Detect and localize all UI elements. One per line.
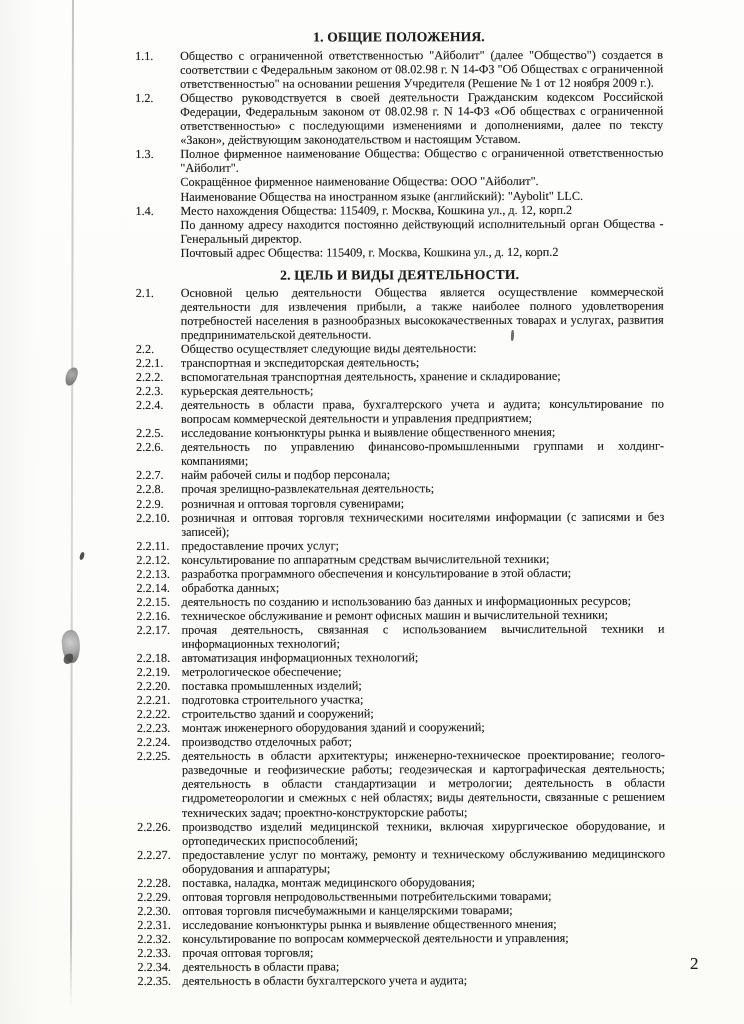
item-text: [180, 202, 663, 259]
item-number: 2.2.31.: [137, 917, 171, 932]
item-text: [182, 650, 665, 665]
item-paragraph: разработка программного обеспечения и консультирование в этой области;: [181, 565, 572, 581]
item-number: 2.2.13.: [136, 566, 170, 581]
item-text: [180, 146, 663, 203]
item-text: [181, 369, 664, 384]
item-paragraph: По данному адресу находится постоянно действующий исполнительный орган Общества - Генеральный директор.: [180, 216, 664, 246]
doc-item: [136, 397, 664, 426]
item-paragraph: прочая деятельность, связанная с использованием вычислительной техники и информационных технологий;: [181, 621, 665, 651]
item-text: [181, 509, 664, 538]
item-number: 2.2.33.: [137, 945, 171, 960]
doc-item: [137, 622, 665, 651]
item-paragraph: Сокращённое фирменное наименование Общества: ООО "Айболит".: [180, 174, 539, 190]
doc-item: [136, 383, 664, 398]
doc-item: [136, 579, 664, 594]
item-text: [182, 888, 665, 903]
item-number: 2.1.: [135, 285, 154, 300]
doc-item: [136, 495, 664, 510]
item-paragraph: монтаж инженерного оборудования зданий и сооружений;: [181, 720, 485, 736]
item-paragraph: подготовка строительного участка;: [181, 692, 364, 708]
doc-item: [137, 734, 665, 749]
item-text: [180, 90, 663, 147]
doc-item: [136, 467, 664, 482]
item-text: [182, 931, 665, 946]
item-number: 2.2.26.: [137, 819, 171, 834]
item-paragraph: деятельность по управлению финансово-промышленными группами и холдинг-компаниями;: [181, 438, 665, 469]
item-text: [181, 284, 664, 341]
doc-item: [137, 917, 665, 932]
item-paragraph: розничная и оптовая торговля техническими носителями информации (с записями и без записей);: [181, 509, 665, 539]
item-paragraph: деятельность в области бухгалтерского учета и аудита;: [182, 973, 468, 988]
item-paragraph: деятельность в области права;: [182, 959, 340, 974]
item-text: [182, 692, 665, 707]
item-text: [182, 678, 665, 693]
item-number: 2.2.5.: [136, 426, 164, 441]
item-number: 2.2.8.: [136, 482, 164, 497]
item-text: [181, 383, 664, 398]
item-number: 2.2.14.: [136, 580, 170, 595]
item-text: [182, 917, 665, 932]
doc-item: [136, 481, 664, 496]
item-paragraph: найм рабочей силы и подбор персонала;: [181, 467, 391, 483]
item-text: [182, 706, 665, 721]
doc-item: [137, 874, 665, 889]
item-paragraph: консультирование по аппаратным средствам вычислительной техники;: [181, 551, 550, 567]
doc-item: [136, 509, 664, 538]
doc-item: [137, 846, 665, 875]
item-number: 2.2.1.: [135, 355, 164, 371]
item-number: 2.2.25.: [136, 749, 171, 764]
section-heading: 2. ЦЕЛЬ И ВИДЫ ДЕЯТЕЛЬНОСТИ.: [280, 266, 520, 283]
doc-item: [137, 945, 665, 960]
doc-item: [136, 537, 664, 552]
item-number: 2.2.32.: [137, 931, 171, 946]
item-number: 2.2.22.: [136, 707, 171, 722]
item-paragraph: оптовая торговля непродовольственными потребительскими товарами;: [182, 888, 552, 904]
item-paragraph: деятельность по созданию и использованию баз данных и информационных ресурсов;: [181, 593, 631, 609]
doc-item: [136, 284, 664, 342]
item-paragraph: Почтовый адрес Общества: 115409, г. Москва, Кошкина ул., д. 12, корп.2: [180, 244, 559, 260]
doc-item: [136, 565, 664, 580]
item-text: [182, 720, 665, 735]
doc-item: [137, 607, 665, 622]
item-text: [182, 902, 665, 917]
doc-item: [136, 355, 664, 370]
item-number: 1.1.: [135, 48, 154, 64]
scan-artifact-ink-blot: [64, 366, 80, 387]
item-paragraph: Основной целью деятельности Общества является осуществление коммерческой деятельности для извлечения прибыли, а также наиболее полного удовлетворения потребностей населения в разнообразных высококачественных товарах и услугах, развития предпринимательской деятельности.: [180, 284, 664, 342]
item-paragraph: предоставление прочих услуг;: [181, 538, 339, 553]
item-text: [182, 818, 665, 847]
document-content: [135, 30, 666, 989]
item-text: [182, 664, 665, 679]
doc-item: [136, 369, 664, 384]
item-number: 2.2.9.: [136, 496, 164, 511]
doc-item: [137, 888, 665, 903]
scan-artifact-speck: [79, 552, 85, 561]
item-text: [181, 495, 664, 510]
item-text: [181, 593, 664, 608]
item-paragraph: поставка, наладка, монтаж медицинского оборудования;: [182, 874, 475, 890]
item-paragraph: прочая зрелищно-развлекательная деятельность;: [181, 481, 435, 497]
item-text: [181, 467, 664, 482]
doc-item: [135, 202, 663, 260]
item-number: 1.2.: [135, 91, 154, 106]
item-paragraph: Наименование Общества на иностранном языке (английский): "Aybolit" LLC.: [180, 188, 584, 204]
item-text: [181, 425, 664, 440]
item-paragraph: курьерская деятельность;: [180, 383, 314, 399]
item-text: [182, 874, 665, 889]
doc-item: [137, 748, 665, 820]
item-paragraph: прочая оптовая торговля;: [182, 945, 314, 960]
scan-edge-shading: [0, 0, 40, 1024]
item-paragraph: Общество осуществляет следующие виды деятельности:: [180, 341, 477, 356]
doc-item: [137, 959, 665, 974]
section-heading: 1. ОБЩИЕ ПОЛОЖЕНИЯ.: [313, 29, 485, 45]
doc-item: [137, 664, 665, 679]
item-paragraph: исследование конъюнктуры рынка и выявление общественного мнения;: [181, 425, 556, 441]
item-paragraph: техническое обслуживание и ремонт офисных машин и вычислительной техники;: [181, 607, 609, 623]
doc-item: [135, 146, 663, 204]
item-text: [181, 579, 664, 594]
item-paragraph: поставка промышленных изделий;: [181, 678, 362, 693]
doc-item: [137, 902, 665, 917]
item-paragraph: Общество с ограниченной ответственностью "Айболит" (далее "Общество") создается в соответствии с Федеральным законом от 08.02.98 г. N 14-ФЗ "Об Обществах с ограниченной ответственностью" на основании решения Учредителя (Решение № 1 от 12 ноября 2009 г.).: [180, 47, 664, 92]
item-paragraph: метрологическое обеспечение;: [181, 664, 342, 679]
document-section: [136, 267, 666, 988]
item-paragraph: деятельность в области архитектуры; инженерно-техническое проектирование; геолого-разведочные и геофизические работы; геодезическая и картографическая деятельность; деятельность в области стандартизации и метрологии; деятельность в области гидрометеорологии и смежных с ней областях; виды деятельности, связанные с решением технических задач; проектно-конструкторские работы;: [181, 747, 666, 820]
item-text: [182, 607, 665, 622]
item-number: 2.2.18.: [136, 650, 171, 666]
item-text: [181, 551, 664, 566]
item-number: 2.2.6.: [136, 440, 164, 455]
item-number: 2.2.23.: [136, 721, 171, 736]
doc-item: [135, 90, 663, 148]
item-number: 2.2.30.: [137, 903, 171, 918]
item-number: 2.2.10.: [136, 510, 170, 525]
item-paragraph: вспомогательная транспортная деятельность, хранение и складирование;: [180, 368, 561, 384]
item-paragraph: Общество руководствуется в своей деятельности Гражданским кодексом Российской Федерации, Федеральным законом от 08.02.98 г. N 14-ФЗ «Об обществах с ограниченной ответственностью» с последующими изменениями и дополнениями, далее по тексту «Закон», действующим законодательством и настоящим Уставом.: [180, 89, 664, 148]
item-text: [181, 355, 664, 370]
item-paragraph: строительство зданий и сооружений;: [181, 706, 374, 722]
item-number: 2.2.12.: [136, 552, 170, 567]
doc-item: [136, 593, 664, 608]
doc-item: [135, 48, 663, 92]
doc-item: [136, 439, 664, 468]
item-text: [181, 565, 664, 580]
item-number: 2.2.: [135, 341, 155, 356]
item-number: 2.2.34.: [137, 959, 171, 975]
item-number: 2.2.3.: [135, 384, 164, 399]
item-number: 2.2.24.: [136, 735, 171, 750]
item-number: 2.2.11.: [136, 538, 170, 553]
item-text: [181, 537, 664, 552]
item-number: 2.2.7.: [136, 468, 164, 483]
item-paragraph: транспортная и экспедиторская деятельность;: [180, 355, 420, 370]
item-number: 2.2.29.: [137, 889, 171, 904]
item-paragraph: консультирование по вопросам коммерческой деятельности и управления;: [182, 930, 569, 946]
doc-item: [136, 425, 664, 440]
doc-item: [137, 650, 665, 665]
item-text: [182, 734, 665, 749]
item-paragraph: автоматизация информационных технологий;: [181, 650, 419, 665]
item-paragraph: исследование конъюнктуры рынка и выявление общественного мнения;: [182, 916, 557, 932]
doc-item: [137, 692, 665, 707]
page-edge-line: [70, 0, 74, 1008]
item-paragraph: оптовая торговля писчебумажными и канцелярскими товарами;: [182, 902, 513, 918]
item-paragraph: обработка данных;: [181, 580, 280, 595]
item-text: [181, 397, 664, 426]
item-text: [181, 341, 664, 356]
item-text: [182, 622, 665, 651]
document-section: [135, 30, 664, 260]
item-text: [181, 439, 664, 468]
item-number: 1.3.: [135, 147, 154, 162]
item-text: [181, 481, 664, 496]
item-paragraph: производство отделочных работ;: [181, 734, 352, 750]
doc-item: [137, 931, 665, 946]
doc-item: [137, 720, 665, 735]
item-text: [182, 945, 665, 960]
item-number: 1.4.: [135, 203, 154, 218]
item-text: [180, 48, 663, 91]
doc-item: [137, 973, 665, 988]
item-number: 2.2.16.: [136, 608, 171, 623]
item-paragraph: производство изделий медицинской техники, включая хирургическое оборудование, и ортопедических приспособлений;: [182, 818, 666, 848]
item-paragraph: Полное фирменное наименование Общества: Общество с ограниченной ответственностью "Айболит".: [180, 145, 664, 176]
item-number: 2.2.20.: [136, 679, 171, 694]
doc-item: [137, 678, 665, 693]
doc-item: [137, 818, 665, 847]
item-number: 2.2.28.: [137, 875, 171, 890]
item-number: 2.2.15.: [136, 594, 171, 609]
doc-item: [136, 341, 664, 356]
item-paragraph: деятельность в области права, бухгалтерского учета и аудита; консультирование по вопросам коммерческой деятельности и управления предприятием;: [180, 396, 664, 427]
scan-artifact-ink-blot: [61, 629, 81, 663]
item-text: [182, 959, 665, 974]
page-number: 2: [690, 954, 699, 973]
item-number: 2.2.35.: [137, 974, 172, 989]
doc-item: [136, 551, 664, 566]
item-text: [182, 973, 665, 988]
item-text: [182, 846, 665, 875]
item-number: 2.2.4.: [135, 398, 164, 413]
item-number: 2.2.19.: [136, 664, 171, 680]
item-paragraph: предоставление услуг по монтажу, ремонту и техническому обслуживанию медицинского оборудования и аппаратуры;: [182, 846, 666, 876]
item-paragraph: Место нахождения Общества: 115409, г. Москва, Кошкина ул., д. 12, корп.2: [180, 202, 573, 218]
item-text: [182, 748, 665, 819]
item-number: 2.2.27.: [137, 847, 171, 862]
item-number: 2.2.2.: [135, 370, 164, 385]
item-paragraph: розничная и оптовая торговля сувенирами;: [181, 495, 405, 511]
item-number: 2.2.17.: [136, 622, 171, 637]
doc-item: [137, 706, 665, 721]
item-number: 2.2.21.: [136, 693, 171, 708]
